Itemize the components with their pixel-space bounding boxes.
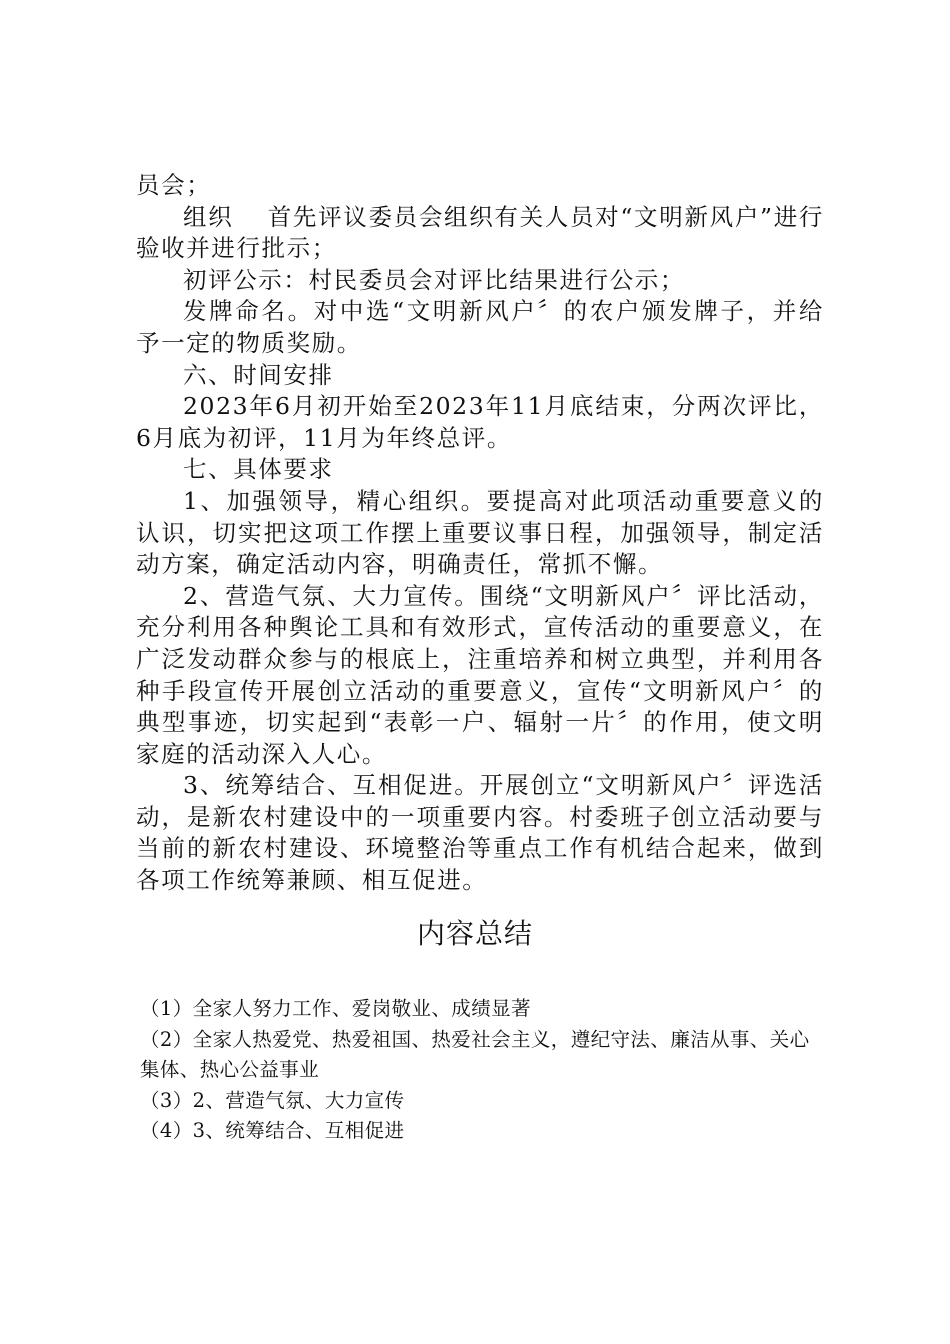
paragraph-requirement-3: 3、统筹结合、互相促进。开展创立“文明新风户〞评选活动，是新农村建设中的一项重要内容。村委班子创立活动要与当前的新农村建设、环境整治等重点工作有机结合起来，做到各项工作统筹兼顾、相互促进。 (136, 771, 824, 895)
summary-item: （4）3、统筹结合、互相促进 (140, 1119, 405, 1143)
paragraph-requirement-1: 1、加强领导，精心组织。要提高对此项活动重要意义的认识，切实把这项工作摆上重要议事日程，加强领导，制定活动方案，确定活动内容，明确责任，常抓不懈。 (136, 486, 824, 579)
paragraph-naming: 发牌命名。对中选“文明新风户〞的农户颁发牌子，并给予一定的物质奖励。 (136, 297, 824, 357)
paragraph-continuation: 员会； (136, 171, 212, 199)
paragraph-schedule: 2023年6月初开始至2023年11月底结束，分两次评比，6月底为初评，11月为年终总评。 (136, 392, 824, 452)
paragraph-requirement-2: 2、营造气氛、大力宣传。围绕“文明新风户〞评比活动，充分利用各种舆论工具和有效形式，宣传活动的重要意义，在广泛发动群众参与的根底上，注重培养和树立典型，并利用各种手段宣传开展创立活动的重要意义，宣传“文明新风户〞的典型事迹，切实起到“表彰一户、辐射一片〞的作用，使文明家庭的活动深入人心。 (136, 581, 824, 768)
summary-list (140, 994, 824, 1147)
summary-item: （1）全家人努力工作、爱岗敬业、成绩显著 (140, 997, 531, 1020)
summary-item: （3）2、营造气氛、大力宣传 (140, 1088, 405, 1112)
paragraph-organize: 组织 首先评议委员会组织有关人员对“文明新风户”进行验收并进行批示； (136, 202, 824, 263)
summary-title: 内容总结 (416, 917, 533, 950)
paragraph-preliminary-publicity: 初评公示：村民委员会对评比结果进行公示； (183, 265, 685, 294)
summary-item: （2）全家人热爱党、热爱祖国、热爱社会主义，遵纪守法、廉洁从事、关心集体、热心公益事业 (140, 1027, 810, 1082)
section-heading-schedule: 六、时间安排 (183, 360, 334, 389)
document-body (136, 170, 824, 897)
section-heading-requirements: 七、具体要求 (183, 455, 334, 484)
